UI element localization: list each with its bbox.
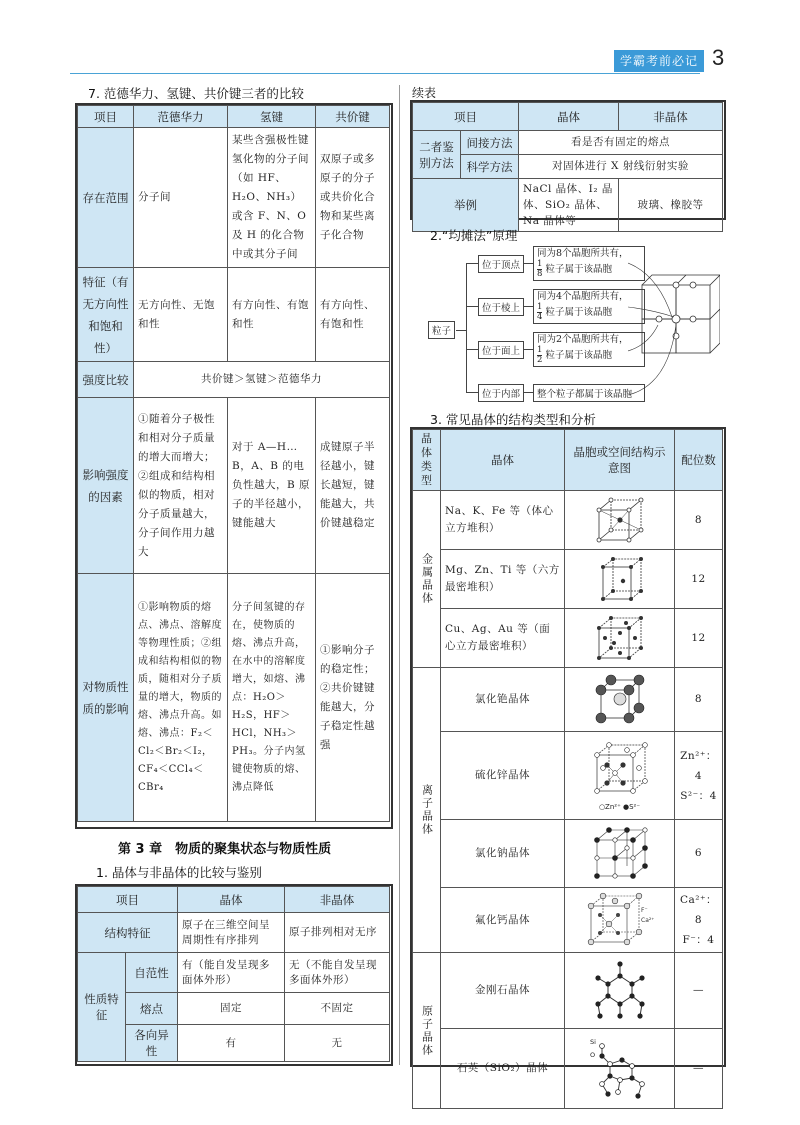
cell-amorphous: 玻璃、橡胶等 [619,179,723,232]
caf2-f-label: F⁻ [640,907,648,914]
col-header-amorphous: 非晶体 [285,887,390,913]
group-label: 原子晶体 [420,1004,434,1057]
col-header-diagram: 晶胞或空间结构示意图 [565,430,675,491]
position-box: 位于顶点 [478,255,524,273]
crystal-name: 氯化铯晶体 [441,668,565,732]
row-label: 各向异性 [126,1025,178,1062]
chapter-title: 第 3 章 物质的聚集状态与物质性质 [118,842,332,857]
cscl-cell-icon [593,674,647,726]
cell-vdw: ①影响物质的熔点、沸点、溶解度等物理性质；②组成和结构相似的物质，随相对分子质量的增大，物质的熔、沸点升高。如熔、沸点：F₂＜Cl₂＜Br₂＜I₂，CF₄＜CCl₄＜CBr₄ [134,574,228,822]
fcc-cell-icon [593,614,647,662]
zns-cell-icon [589,741,651,803]
crystal-name: Cu、Ag、Au 等（面心立方最密堆积） [441,609,565,668]
cell-crystal: 有（能自发呈现多面体外形） [178,953,285,993]
row-label: 对物质性质的影响 [78,574,134,822]
col-header-crystal: 晶体 [178,887,285,913]
zns-legend: ○Zn²⁺ ●S²⁻ [598,802,641,811]
col-header-amorphous: 非晶体 [619,103,723,131]
row-label: 结构特征 [78,913,178,953]
row-label: 影响强度的因素 [78,398,134,574]
row-label: 熔点 [126,993,178,1025]
col-header-hbond: 氢键 [228,106,316,128]
cell-covalent: 双原子或多原子的分子或共价化合物和某些离子化合物 [316,128,390,268]
column-divider [399,85,400,1065]
root-particle-box: 粒子 [428,321,455,339]
cell-method: 对固体进行 X 射线衍射实验 [519,155,723,179]
row-label: 特征（有无方向性和饱和性） [78,268,134,362]
row-label: 自范性 [126,953,178,993]
row-label: 性质特征 [78,953,126,1062]
col-header-crystal: 晶体 [441,430,565,491]
section1-title: 1. 晶体与非晶体的比较与鉴别 [96,865,262,880]
col-header-item: 项目 [413,103,519,131]
coordination-number: 12 [675,550,723,609]
crystal-name: Na、K、Fe 等（体心立方堆积） [441,491,565,550]
cell-method: 看是否有固定的熔点 [519,131,723,155]
rule-box-interior: 整个粒子都属于该晶胞 [533,384,645,402]
crystal-name: 氯化钠晶体 [441,820,565,888]
coordination-number: 6 [675,820,723,888]
cell-amorphous: 不固定 [285,993,390,1025]
cell-vdw: 无方向性、无饱和性 [134,268,228,362]
quartz-structure-icon [588,1036,652,1102]
cell-vdw: ①随着分子极性和相对分子质量的增大而增大；②组成和结构相似的物质，相对分子质量越大，分子间作用力越大 [134,398,228,574]
group-label-cell [413,668,441,953]
bcc-cell-icon [593,496,647,544]
row-label: 存在范围 [78,128,134,268]
row-label: 科学方法 [461,155,519,179]
caf2-ca-label: Ca²⁺ [640,917,654,924]
quartz-si-label: Si [589,1037,596,1046]
header-badge: 学霸考前必记 [614,50,704,72]
position-box: 位于棱上 [478,298,524,316]
col-header-crystal: 晶体 [519,103,619,131]
cell-strength: 共价键＞氢键＞范德华力 [134,362,390,398]
cell-hbond: 有方向性、有饱和性 [228,268,316,362]
unit-cell-stack-icon [628,255,720,405]
row-label: 举例 [413,179,519,232]
page-number: 3 [712,45,725,70]
comparison-table [77,105,390,822]
section7-title: 7. 范德华力、氢键、共价键三者的比较 [88,86,304,101]
cell-crystal: 固定 [178,993,285,1025]
quartz-o-label: O [589,1050,595,1059]
coordination-number: 8 [675,668,723,732]
row-label: 强度比较 [78,362,134,398]
allocation-diagram [428,245,718,405]
diagram-cell [565,820,675,888]
diagram-cell [565,1029,675,1109]
crystal-name: 硫化锌晶体 [441,732,565,820]
coordination-number: — [675,953,723,1029]
cell-covalent: 有方向性、有饱和性 [316,268,390,362]
cell-crystal: 原子在三维空间呈周期性有序排列 [178,913,285,953]
crystal-name: 石英（SiO₂）晶体 [441,1029,565,1109]
crystal-name: 金刚石晶体 [441,953,565,1029]
cell-covalent: 成键原子半径越小，键长越短，键能越大，共价键越稳定 [316,398,390,574]
diagram-cell [565,732,675,820]
col-header-item: 项目 [78,106,134,128]
coordination-number: 8 [675,491,723,550]
section3-title: 3. 常见晶体的结构类型和分析 [430,412,596,427]
group-label: 离子晶体 [420,784,434,836]
col-header-coordination: 配位数 [675,430,723,491]
cell-vdw: 分子间 [134,128,228,268]
continued-table [412,102,723,232]
crystal-types-table [412,429,723,1109]
position-box: 位于内部 [478,384,524,402]
rule-box-edge: 同为4个晶胞所共有， $\frac{1}{4}$ 粒子属于该晶胞 [533,289,645,324]
diagram-cell [565,953,675,1029]
cell-amorphous: 原子排列相对无序 [285,913,390,953]
section2-title: 2.“均摊法”原理 [430,228,518,243]
coordination-number: — [675,1029,723,1109]
coordination-number: Zn²⁺：4 S²⁻：4 [675,732,723,820]
diagram-cell [565,491,675,550]
cell-hbond: 某些含强极性键氢化物的分子间（如 HF、H₂O、NH₃）或含 F、N、O 及 H 的化合物中或其分子间 [228,128,316,268]
caf2-cell-icon [585,892,655,948]
group-label-cell [413,491,441,668]
header-rule [70,73,700,74]
nacl-cell-icon [591,826,649,882]
col-header-vdw: 范德华力 [134,106,228,128]
col-header-covalent: 共价键 [316,106,390,128]
crystal-vs-amorphous-table [77,886,390,1062]
row-label: 二者鉴别方法 [413,131,461,179]
cell-hbond: 对于 A—H…B，A、B 的电负性越大，B 原子的半径越小，键能越大 [228,398,316,574]
cell-hbond: 分子间氢键的存在，使物质的熔、沸点升高，在水中的溶解度增大，如熔、沸点：H₂O＞H₂S，HF＞HCl，NH₃＞PH₃。分子内氢键使物质的熔、沸点降低 [228,574,316,822]
diamond-structure-icon [590,960,650,1022]
rule-box-face: 同为2个晶胞所共有， $\frac{1}{2}$ 粒子属于该晶胞 [533,332,645,367]
coordination-number: 12 [675,609,723,668]
cell-crystal: NaCl 晶体、I₂ 晶体、SiO₂ 晶体、Na 晶体等 [519,179,619,232]
continued-label: 续表 [412,86,437,100]
rule-box-vertex: 同为8个晶胞所共有， $\frac{1}{8}$ 粒子属于该晶胞 [533,246,645,281]
crystal-name: Mg、Zn、Ti 等（六方最密堆积） [441,550,565,609]
diagram-cell [565,668,675,732]
col-header-type: 晶体类型 [413,430,441,491]
group-label: 金属晶体 [420,553,434,605]
position-box: 位于面上 [478,341,524,359]
row-label: 间接方法 [461,131,519,155]
cell-crystal: 有 [178,1025,285,1062]
cell-amorphous: 无（不能自发呈现多面体外形） [285,953,390,993]
cell-amorphous: 无 [285,1025,390,1062]
diagram-cell [565,550,675,609]
cell-covalent: ①影响分子的稳定性；②共价键键能越大，分子稳定性越强 [316,574,390,822]
crystal-name: 氟化钙晶体 [441,888,565,953]
col-header-item: 项目 [78,887,178,913]
diagram-cell [565,888,675,953]
group-label-cell [413,953,441,1109]
coordination-number: Ca²⁺：8 F⁻：4 [675,888,723,953]
hcp-cell-icon [593,555,647,603]
diagram-cell [565,609,675,668]
